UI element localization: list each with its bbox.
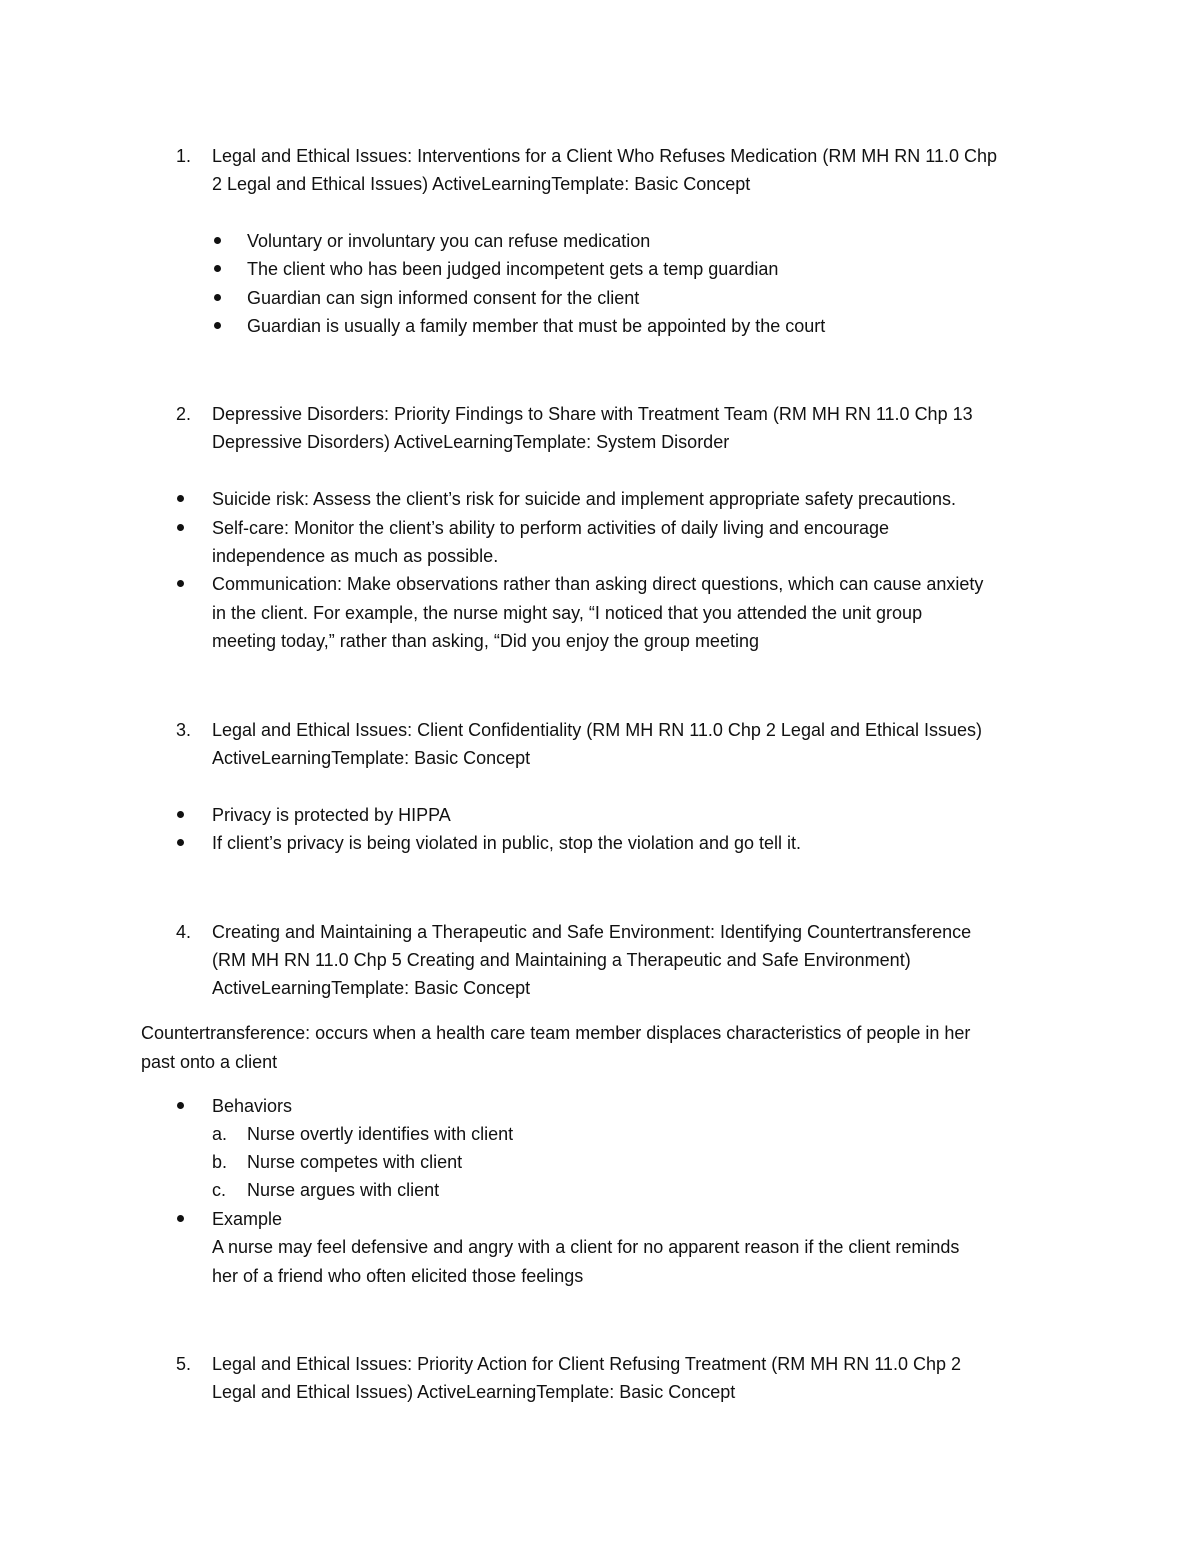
definition-line: past onto a client (141, 1052, 278, 1072)
section-heading-line: Depressive Disorders) ActiveLearningTemplate: System Disorder (212, 432, 730, 452)
sublist-item: Nurse competes with client (247, 1152, 463, 1172)
section-number: 1. (176, 146, 192, 166)
bullet-icon (177, 524, 184, 531)
list-item-continuation: A nurse may feel defensive and angry with a client for no apparent reason if the client reminds (212, 1237, 960, 1257)
section-heading-line: ActiveLearningTemplate: Basic Concept (212, 748, 531, 768)
section-heading-line: ActiveLearningTemplate: Basic Concept (212, 978, 531, 998)
list-item: Behaviors (212, 1096, 293, 1116)
bullet-icon (177, 811, 184, 818)
bullet-icon (214, 322, 221, 329)
list-item: Voluntary or involuntary you can refuse medication (247, 231, 651, 251)
list-item-continuation: meeting today,” rather than asking, “Did you enjoy the group meeting (212, 631, 759, 651)
list-item: Suicide risk: Assess the client’s risk for suicide and implement appropriate safety precautions. (212, 489, 957, 509)
list-item: If client’s privacy is being violated in public, stop the violation and go tell it. (212, 833, 801, 853)
sublist-letter: c. (212, 1180, 227, 1200)
sublist-letter: a. (212, 1124, 228, 1144)
section-number: 3. (176, 720, 192, 740)
definition-line: Countertransference: occurs when a health care team member displaces characteristics of people in her (141, 1023, 971, 1043)
bullet-icon (214, 237, 221, 244)
section-number: 5. (176, 1354, 192, 1374)
section-heading-line: Legal and Ethical Issues: Client Confidentiality (RM MH RN 11.0 Chp 2 Legal and Ethical Issues) (212, 720, 983, 740)
list-item-continuation: in the client. For example, the nurse might say, “I noticed that you attended the unit group (212, 603, 923, 623)
sublist-item: Nurse argues with client (247, 1180, 440, 1200)
section-heading-line: Legal and Ethical Issues: Interventions for a Client Who Refuses Medication (RM MH RN 11.0 Chp (212, 146, 998, 166)
list-item: Self-care: Monitor the client’s ability to perform activities of daily living and encourage (212, 518, 889, 538)
section-heading-line: (RM MH RN 11.0 Chp 5 Creating and Maintaining a Therapeutic and Safe Environment) (212, 950, 911, 970)
section-number: 4. (176, 922, 192, 942)
list-item: Privacy is protected by HIPPA (212, 805, 451, 825)
section-number: 2. (176, 404, 192, 424)
bullet-icon (177, 580, 184, 587)
bullet-icon (177, 839, 184, 846)
list-item: Example (212, 1209, 283, 1229)
list-item: The client who has been judged incompetent gets a temp guardian (247, 259, 779, 279)
bullet-icon (214, 294, 221, 301)
bullet-icon (177, 1102, 184, 1109)
list-item: Guardian is usually a family member that must be appointed by the court (247, 316, 826, 336)
bullet-icon (177, 1215, 184, 1222)
sublist-item: Nurse overtly identifies with client (247, 1124, 514, 1144)
list-item-continuation: her of a friend who often elicited those feelings (212, 1266, 584, 1286)
list-item-continuation: independence as much as possible. (212, 546, 499, 566)
bullet-icon (214, 265, 221, 272)
section-heading-line: Legal and Ethical Issues: Priority Action for Client Refusing Treatment (RM MH RN 11.0 Chp 2 (212, 1354, 961, 1374)
section-heading-line: Depressive Disorders: Priority Findings to Share with Treatment Team (RM MH RN 11.0 Chp 13 (212, 404, 973, 424)
section-heading-line: 2 Legal and Ethical Issues) ActiveLearningTemplate: Basic Concept (212, 174, 751, 194)
list-item: Guardian can sign informed consent for the client (247, 288, 640, 308)
bullet-icon (177, 495, 184, 502)
section-heading-line: Legal and Ethical Issues) ActiveLearningTemplate: Basic Concept (212, 1382, 736, 1402)
section-heading-line: Creating and Maintaining a Therapeutic and Safe Environment: Identifying Countertransference (212, 922, 972, 942)
list-item: Communication: Make observations rather than asking direct questions, which can cause anxiety (212, 574, 984, 594)
sublist-letter: b. (212, 1152, 228, 1172)
